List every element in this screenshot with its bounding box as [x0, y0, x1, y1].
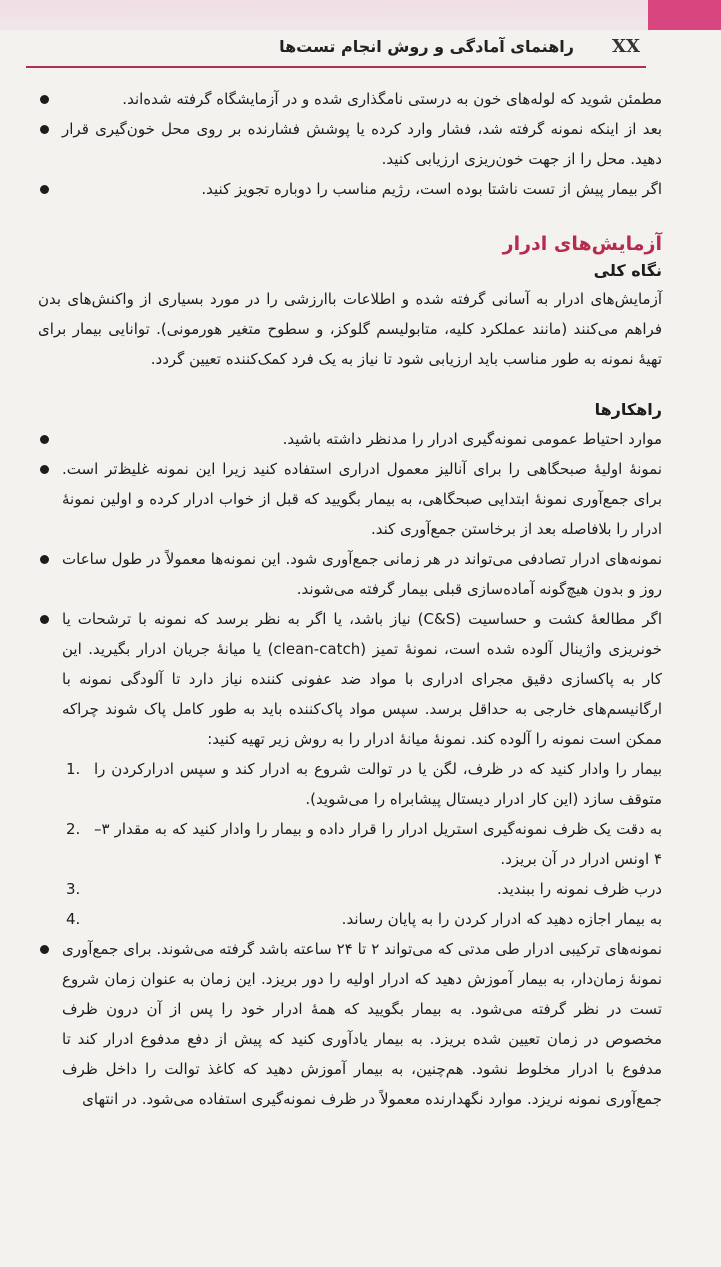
list-item: بعد از اینکه نمونه گرفته شد، فشار وارد کرده یا پوشش فشارنده بر روی محل خون‌گیری قرار دهید. محل را از جهت خون‌ریزی ارزیابی کنید. — [38, 114, 662, 174]
step-number: 4. — [66, 910, 81, 928]
step-text: بیمار را وادار کنید که در ظرف، لگن یا در توالت شروع به ادرار کند و سپس ادرارکردن را متوقف سازد (این کار ادرار دیستال پیشابراه را می‌شوید). — [94, 760, 662, 808]
step-number: 3. — [66, 880, 81, 898]
section-subtitle: نگاه کلی — [593, 261, 662, 280]
step-item — [62, 814, 662, 874]
chapter-tab — [648, 0, 721, 30]
step-item — [62, 904, 662, 934]
guidelines-list — [38, 424, 662, 1114]
step-item — [62, 874, 662, 904]
step-text: به دقت یک ظرف نمونه‌گیری استریل ادرار را قرار داده و بیمار را وادار کنید که به مقدار ۳–۴ اونس ادرار در آن بریزد. — [94, 820, 662, 868]
guidelines-heading: راهکارها — [594, 400, 662, 419]
page-number: XX — [612, 36, 640, 57]
page-body — [38, 84, 662, 1114]
intro-bullet-list — [38, 84, 662, 204]
top-color-band — [0, 0, 721, 30]
list-item: موارد احتیاط عمومی نمونه‌گیری ادرار را مدنظر داشته باشید. — [38, 424, 662, 454]
running-title: راهنمای آمادگی و روش انجام تست‌ها — [279, 37, 574, 56]
list-item: نمونه‌های ترکیبی ادرار طی مدتی که می‌تواند ۲ تا ۲۴ ساعته باشد گرفته می‌شوند. برای جمع‌آوری نمونهٔ زمان‌دار، به بیمار آموزش دهید که ادرار اولیه را دور بریزد. این زمان به عنوان زمان شروع تست در نظر گرفته می‌شود. به بیمار بگویید که همهٔ ادرار خود را پس از آن درون ظرف مخصوص در زمان تعیین شده بریزد. به بیمار یادآوری کنید که پیش از دفع مدفوع ادرار کند تا مدفوع با ادرار مخلوط نشود. هم‌چنین، به بیمار آموزش دهید که کاغذ توالت را داخل ظرف جمع‌آوری نمونه نریزد. موارد نگهدارنده معمولاً در ظرف نمونه‌گیری استفاده می‌شود. در انتهای — [38, 934, 662, 1114]
list-item: نمونهٔ اولیهٔ صبحگاهی را برای آنالیز معمول ادراری استفاده کنید زیرا این نمونه غلیظ‌تر است. برای جمع‌آوری نمونهٔ ابتدایی صبحگاهی، به بیمار بگویید که قبل از خواب ادرار کرده و اولین نمونهٔ ادرار را بلافاصله بعد از برخاستن جمع‌آوری کند. — [38, 454, 662, 544]
step-number: 1. — [66, 760, 81, 778]
overview-paragraph: آزمایش‌های ادرار به آسانی گرفته شده و اطلاعات باارزشی را در مورد بسیاری از واکنش‌های بدن فراهم می‌کنند (مانند عملکرد کلیه، متابولیسم گلوکز، و سطوح متغیر هورمونی). توانایی بیمار برای تهیهٔ نمونه به طور مناسب باید ارزیابی شود تا نیاز به یک فرد کمک‌کننده تعیین گردد. — [38, 290, 662, 368]
step-text: درب ظرف نمونه را ببندید. — [496, 880, 662, 898]
list-item: مطمئن شوید که لوله‌های خون به درستی نامگذاری شده و در آزمایشگاه گرفته شده‌اند. — [38, 84, 662, 114]
page-header — [26, 30, 646, 68]
step-item — [62, 754, 662, 814]
list-item: اگر بیمار پیش از تست ناشتا بوده است، رژیم مناسب را دوباره تجویز کنید. — [38, 174, 662, 204]
culture-item-text: اگر مطالعهٔ کشت و حساسیت (C&S) نیاز باشد، یا اگر به نظر برسد که نمونه با ترشحات یا خونریزی واژینال آلوده شده است، نمونهٔ تمیز (clean-catch) یا میانهٔ جریان ادرار بگیرید. این کار به پاکسازی دقیق مجرای ادراری با مواد ضد عفونی کننده نیاز دارد تا آلودگی نمونه با ارگانیسم‌های خارجی به حداقل برسد. سپس مواد پاک‌کننده باید به طور کامل پاک شوند چراکه ممکن است نمونه را آلوده کند. نمونهٔ میانهٔ ادرار را به روش زیر تهیه کنید: — [62, 610, 662, 748]
step-number: 2. — [66, 820, 81, 838]
list-item: نمونه‌های ادرار تصادفی می‌تواند در هر زمانی جمع‌آوری شود. این نمونه‌ها معمولاً در طول ساعات روز و بدون هیچ‌گونه آماده‌سازی قبلی بیمار گرفته می‌شوند. — [38, 544, 662, 604]
steps-list — [62, 754, 662, 934]
step-text: به بیمار اجازه دهید که ادرار کردن را به پایان رساند. — [341, 910, 662, 928]
section-title: آزمایش‌های ادرار — [502, 233, 662, 255]
list-item — [38, 604, 662, 934]
